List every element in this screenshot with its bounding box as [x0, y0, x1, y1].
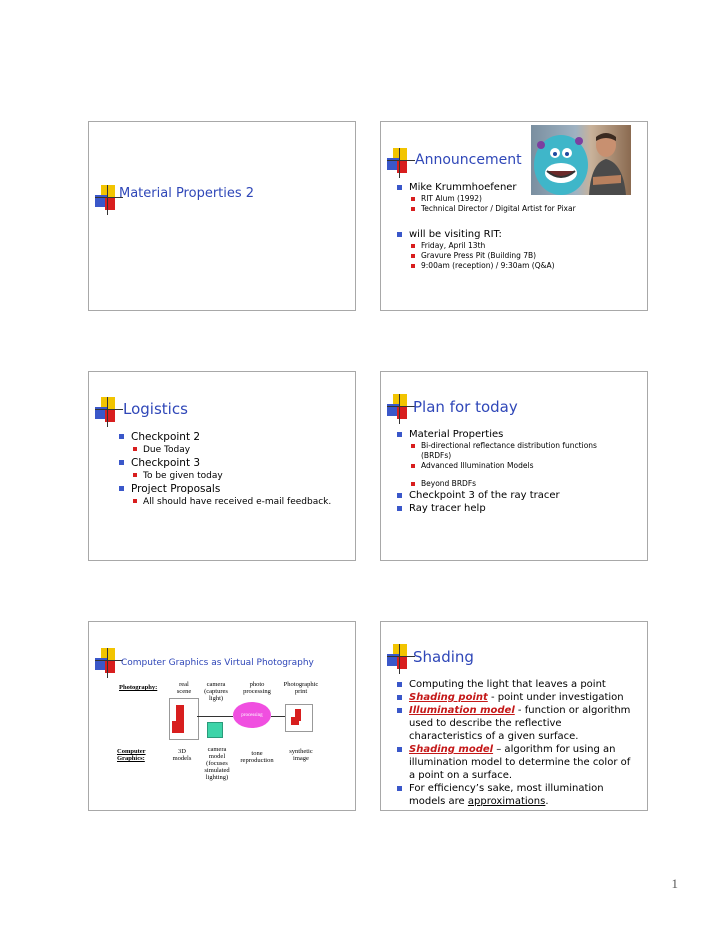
photo-camera: camera (captures light): [204, 681, 228, 702]
slide-title: Logistics: [123, 400, 188, 418]
slide-plan-for-today: [380, 371, 648, 561]
cg-camera-model: camera model (focuses simulated lighting): [204, 746, 230, 781]
sub-bullet: Due Today: [131, 444, 349, 456]
slide-title: Plan for today: [413, 398, 518, 416]
sub-bullet: Advanced Illumination Models: [409, 461, 637, 471]
sub-bullet: RIT Alum (1992): [409, 194, 637, 204]
camera-icon: [207, 722, 223, 738]
bullet: For efficiency’s sake, most illumination models are approximations.: [397, 782, 637, 808]
slide-title: Announcement: [415, 152, 522, 168]
sub-bullet: Gravure Press Pit (Building 7B): [409, 251, 637, 261]
slide-material-properties: [88, 121, 356, 311]
photo-real-scene: real scene: [176, 681, 192, 695]
bullet: Shading model – algorithm for using an illumination model to determine the color of a point on a surface.: [397, 743, 637, 782]
bullet: Shading point - point under investigation: [397, 691, 637, 704]
bullet: Checkpoint 3 of the ray tracer: [397, 489, 637, 502]
bullet: Checkpoint 2: [119, 430, 349, 444]
print-image-box: [285, 704, 313, 732]
cg-synthetic-image: synthetic image: [289, 748, 313, 762]
bullet: Checkpoint 3: [119, 456, 349, 470]
page-number: 1: [671, 876, 678, 891]
slide-title: Computer Graphics as Virtual Photography: [121, 658, 314, 668]
slide-announcement: [380, 121, 648, 311]
slide-shading: [380, 621, 648, 811]
photo-print: Photographic print: [283, 681, 319, 695]
slide-logo-icon: [95, 397, 125, 427]
sub-bullet: Technical Director / Digital Artist for Pixar: [409, 204, 637, 214]
bullet: Computing the light that leaves a point: [397, 678, 637, 691]
computer-graphics-row-label: Computer Graphics:: [117, 748, 146, 762]
cg-tone-reproduction: tone reproduction: [240, 750, 274, 764]
sub-bullet: All should have received e-mail feedback.: [131, 496, 349, 508]
sub-bullet: Bi-directional reflectance distribution functions (BRDFs): [409, 441, 621, 461]
sub-bullet: Friday, April 13th: [409, 241, 637, 251]
slide-title: Material Properties 2: [119, 186, 255, 201]
photo-processing: photo processing: [243, 681, 271, 695]
bullet: Mike Krummhoefener: [397, 181, 637, 194]
slide-logo-icon: [387, 148, 417, 178]
cg-3d-models: 3D models: [172, 748, 192, 762]
slide-virtual-photography: [88, 621, 356, 811]
arrow-line: [271, 716, 285, 717]
slide-title: Shading: [413, 648, 474, 666]
bullet: Illumination model - function or algorithm used to describe the reflective characteristics of a given surface.: [397, 704, 637, 743]
processing-circle: processing: [233, 702, 271, 728]
bullet: will be visiting RIT:: [397, 228, 637, 241]
sub-bullet: To be given today: [131, 470, 349, 482]
photography-row-label: Photography:: [119, 684, 158, 691]
real-scene-box: [169, 698, 199, 740]
bullet: Project Proposals: [119, 482, 349, 496]
bullet: Ray tracer help: [397, 502, 637, 515]
sub-bullet: Beyond BRDFs: [409, 479, 637, 489]
arrow-line: [197, 716, 233, 717]
slide-logistics: [88, 371, 356, 561]
sub-bullet: 9:00am (reception) / 9:30am (Q&A): [409, 261, 637, 271]
bullet: Material Properties: [397, 428, 637, 441]
